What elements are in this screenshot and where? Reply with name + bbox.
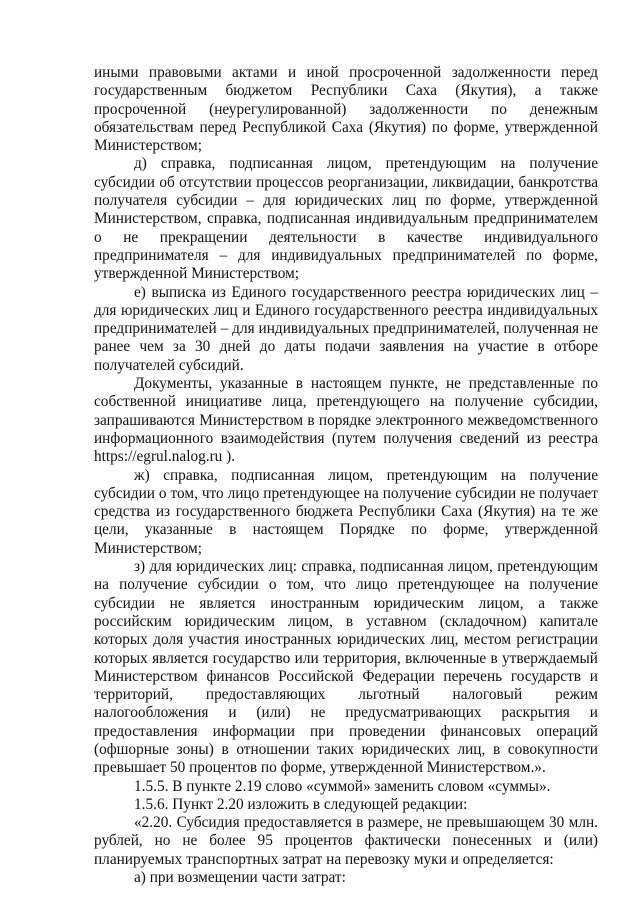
paragraph-1-5-5: 1.5.5. В пункте 2.19 слово «суммой» заменить словом «суммы». (134, 777, 551, 795)
paragraph-1-5-6: 1.5.6. Пункт 2.20 изложить в следующей редакции: (134, 795, 468, 813)
paragraph-item-z: з) для юридических лиц: справка, подписанная лицом, претендующим на получение субсидии о том, что лицо претендующее на получение субсидии не является иностранным юридическим лицом, а также российским юридическим лицом, в уставном (складочном) капитале которых доля участия иностранных юридических лиц, местом регистрации которых является государство или территория, включенные в утверждаемый Министерством финансов Российской Федерации перечень государств и территорий, предоставляющих льготный налоговый режим налогообложения и (или) не предусматривающих раскрытия и предоставления информации при проведении финансовых операций (офшорные зоны) в отношении таких юридических лиц, в совокупности превышает 50 процентов по форме, утвержденной Министерством.». (94, 558, 598, 777)
paragraph-item-e: е) выписка из Единого государственного реестра юридических лиц – для юридических лиц и Единого государственного реестра индивидуальных предпринимателей – для индивидуальных предпринимателей, полученная не ранее чем за 30 дней до даты подачи заявления на участие в отборе получателей субсидий. (94, 283, 598, 374)
paragraph-item-a: а) при возмещении части затрат: (134, 869, 346, 887)
document-page (94, 64, 598, 887)
paragraph-item-zh: ж) справка, подписанная лицом, претендующим на получение субсидии о том, что лицо претендующее на получение субсидии не получает средства из государственного бюджета Республики Саха (Якутия) на те же цели, указанные в настоящем Порядке по форме, утвержденной Министерством; (94, 466, 598, 557)
paragraph-2-20: «2.20. Субсидия предоставляется в размере, не превышающем 30 млн. рублей, но не более 95 процентов фактически понесенных и (или) планируемых транспортных затрат на перевозку муки и определяется: (94, 814, 598, 868)
paragraph-documents-request: Документы, указанные в настоящем пункте, не представленные по собственной инициативе лица, претендующего на получение субсидии, запрашиваются Министерством в порядке электронного межведомственного информационного взаимодействия (путем получения сведений из реестра https://egrul.nalog.ru ). (94, 375, 598, 466)
paragraph-item-d: д) справка, подписанная лицом, претендующим на получение субсидии об отсутствии процессов реорганизации, ликвидации, банкротства получателя субсидии – для юридических лиц по форме, утвержденной Министерством, справка, подписанная индивидуальным предпринимателем о не прекращении деятельности в качестве индивидуального предпринимателя – для индивидуальных предпринимателей по форме, утвержденной Министерством; (94, 155, 598, 283)
paragraph-debt-obligations: иными правовыми актами и иной просроченной задолженности перед государственным бюджетом Республики Саха (Якутия), а также просроченной (неурегулированной) задолженности по денежным обязательствам перед Республикой Саха (Якутия) по форме, утвержденной Министерством; (94, 64, 598, 155)
